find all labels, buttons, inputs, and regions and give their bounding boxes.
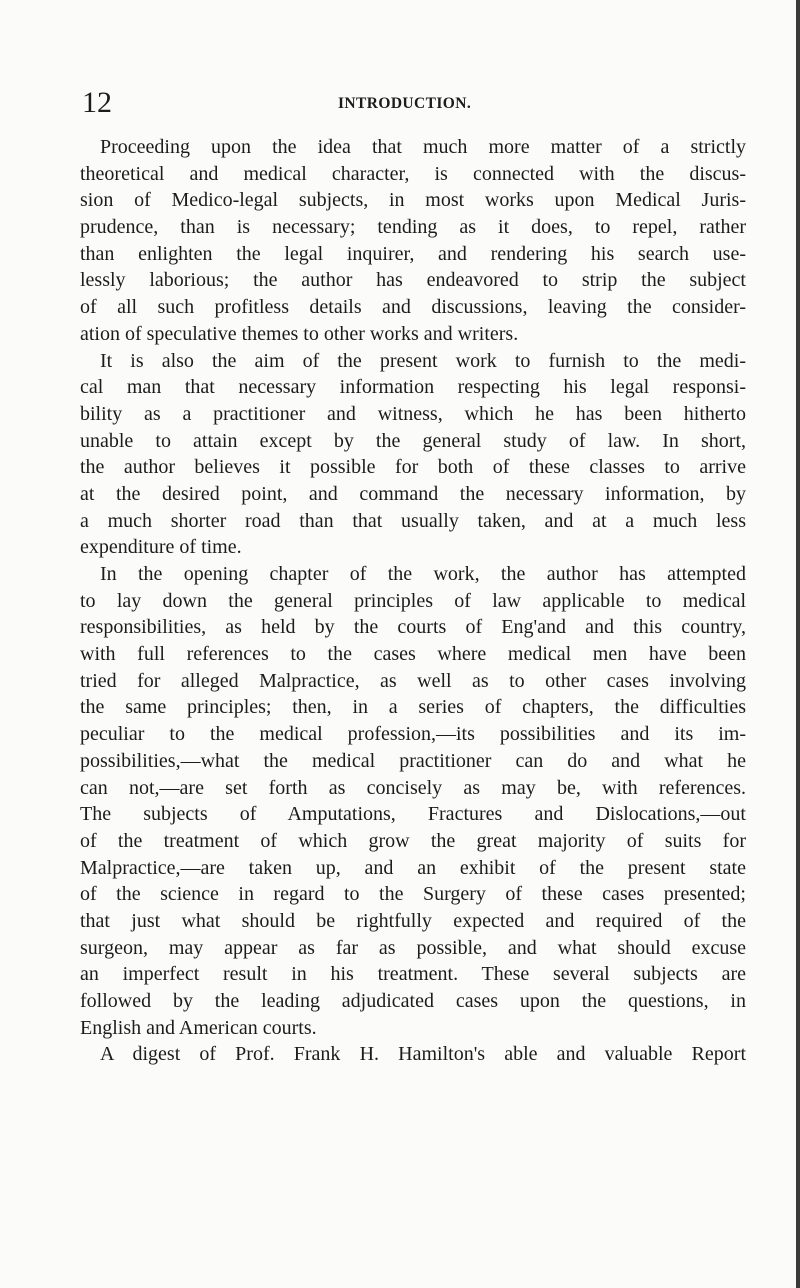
text-line: theoretical and medical character, is connected with the discus- <box>80 162 746 185</box>
text-line: at the desired point, and command the necessary information, by <box>80 482 746 505</box>
text-line: unable to attain except by the general study of law. In short, <box>80 429 746 452</box>
text-line: tried for alleged Malpractice, as well as to other cases involving <box>80 669 746 692</box>
text-line: to lay down the general principles of law applicable to medical <box>80 589 746 612</box>
text-line: than enlighten the legal inquirer, and rendering his search use- <box>80 242 746 265</box>
text-line: The subjects of Amputations, Fractures and Dislocations,—out <box>80 803 746 826</box>
running-head: INTRODUCTION. <box>338 95 472 112</box>
text-line: the same principles; then, in a series of chapters, the difficulties <box>80 696 746 719</box>
body-text <box>80 134 746 1068</box>
text-line: responsibilities, as held by the courts of Eng'and and this country, <box>80 616 746 639</box>
text-line: that just what should be rightfully expected and required of the <box>80 909 746 932</box>
text-line: possibilities,—what the medical practitioner can do and what he <box>80 749 746 772</box>
text-line: with full references to the cases where medical men have been <box>80 643 746 666</box>
text-line: prudence, than is necessary; tending as it does, to repel, rather <box>80 216 746 239</box>
text-line: can not,—are set forth as concisely as may be, with references. <box>80 776 746 799</box>
text-line: surgeon, may appear as far as possible, and what should excuse <box>80 936 746 959</box>
text-line: sion of Medico-legal subjects, in most works upon Medical Juris- <box>80 189 746 212</box>
text-line: A digest of Prof. Frank H. Hamilton's able and valuable Report <box>100 1043 746 1066</box>
text-line: cal man that necessary information respecting his legal responsi- <box>80 376 746 399</box>
text-line: peculiar to the medical profession,—its possibilities and its im- <box>80 723 746 746</box>
text-line: English and American courts. <box>80 1016 317 1039</box>
text-line: of the treatment of which grow the great majority of suits for <box>80 829 746 852</box>
page-number: 12 <box>82 86 112 119</box>
text-line: bility as a practitioner and witness, which he has been hitherto <box>80 402 746 425</box>
page-header <box>80 86 740 122</box>
text-line: an imperfect result in his treatment. These several subjects are <box>80 963 746 986</box>
text-line: expenditure of time. <box>80 536 242 559</box>
text-line: Proceeding upon the idea that much more matter of a strictly <box>100 136 746 158</box>
text-line: In the opening chapter of the work, the author has attempted <box>100 563 746 585</box>
page-edge-shadow <box>796 0 800 1288</box>
text-line: Malpractice,—are taken up, and an exhibit of the present state <box>80 856 746 879</box>
text-line: the author believes it possible for both of these classes to arrive <box>80 456 746 479</box>
text-line: lessly laborious; the author has endeavored to strip the subject <box>80 269 746 292</box>
text-line: of all such profitless details and discussions, leaving the consider- <box>80 296 746 319</box>
text-line: a much shorter road than that usually taken, and at a much less <box>80 509 746 532</box>
text-line: followed by the leading adjudicated cases upon the questions, in <box>80 990 746 1012</box>
text-line: It is also the aim of the present work to furnish to the medi- <box>100 349 746 372</box>
text-line: ation of speculative themes to other works and writers. <box>80 322 519 345</box>
text-line: of the science in regard to the Surgery of these cases presented; <box>80 883 746 906</box>
